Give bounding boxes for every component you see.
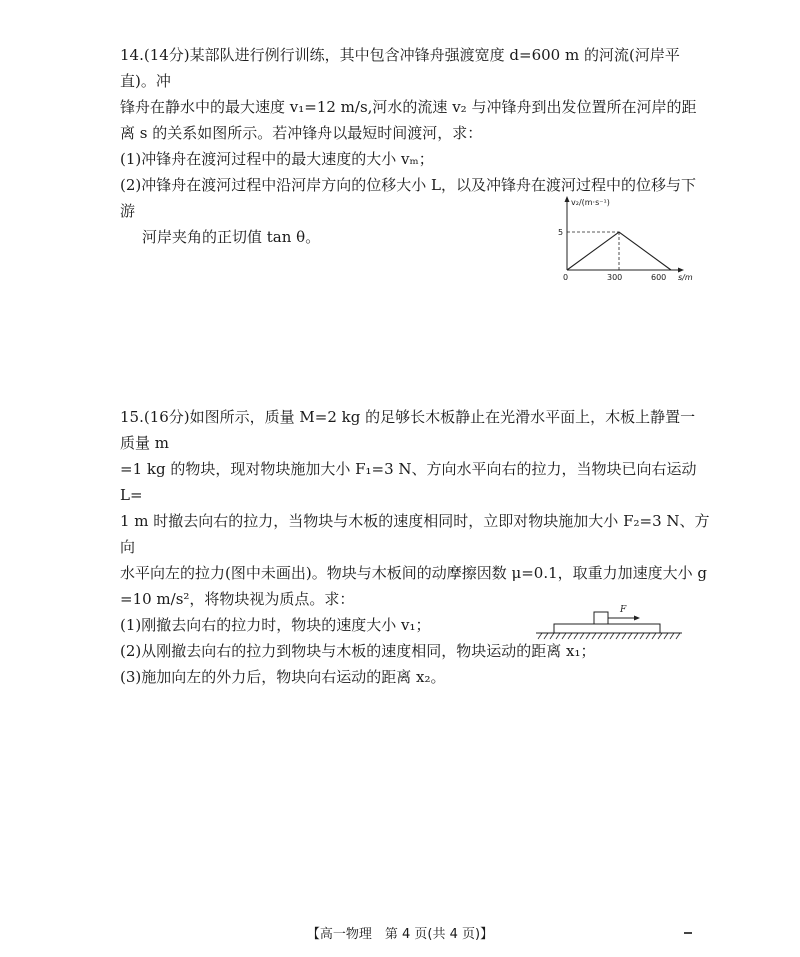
hatch-mark: [676, 633, 680, 639]
question-15-line: =1 kg 的物块，现对物块施加大小 F₁=3 N、方向水平向右的拉力，当物块已向右运动 L=: [120, 460, 697, 504]
force-arrow-head: [634, 616, 640, 621]
hatch-mark: [592, 633, 596, 639]
question-15-line: =10 m/s²，将物块视为质点。求：: [120, 590, 355, 608]
velocity-graph: [548, 196, 718, 286]
hatch-mark: [568, 633, 572, 639]
hatch-mark: [658, 633, 662, 639]
question-15-line: 15.(16分)如图所示，质量 M=2 kg 的足够长木板静止在光滑水平面上，木板上静置一质量 m: [120, 408, 696, 452]
x-tick-label: 600: [651, 273, 667, 282]
hatch-mark: [628, 633, 632, 639]
hatch-mark: [664, 633, 668, 639]
question-15-sub-1: (1)刚撤去向右的拉力时，物块的速度大小 v₁；: [120, 616, 431, 634]
question-14-line: 14.(14分)某部队进行例行训练，其中包含冲锋舟强渡宽度 d=600 m 的河流(河岸平直)。冲: [120, 46, 680, 90]
y-tick-label: 5: [558, 228, 564, 237]
x-axis-arrow: [678, 268, 684, 273]
question-14-line: 锋舟在静水中的最大速度 v₁=12 m/s,河水的流速 v₂ 与冲锋舟到出发位置所在河岸的距: [120, 98, 697, 116]
question-15-line: 1 m 时撤去向右的拉力，当物块与木板的速度相同时，立即对物块施加大小 F₂=3 N、方向: [120, 512, 710, 556]
board-block-svg: [536, 600, 686, 650]
hatch-mark: [670, 633, 674, 639]
y-axis-arrow: [565, 196, 570, 202]
page-footer: 【高一物理 第 4 页(共 4 页)】: [306, 927, 494, 942]
question-15-sub-3: (3)施加向左的外力后，物块向右运动的距离 x₂。: [120, 668, 446, 686]
origin-label: 0: [563, 273, 569, 282]
hatch-mark: [622, 633, 626, 639]
hatch-mark: [550, 633, 554, 639]
hatch-mark: [574, 633, 578, 639]
hatch-mark: [640, 633, 644, 639]
question-14-sub-2-cont: 河岸夹角的正切值 tan θ。: [142, 228, 321, 246]
velocity-graph-svg: [548, 196, 718, 286]
question-14-sub-1: (1)冲锋舟在渡河过程中的最大速度的大小 vₘ；: [120, 150, 434, 168]
question-14-sub-2: (2)冲锋舟在渡河过程中沿河岸方向的位移大小 L，以及冲锋舟在渡河过程中的位移与下游: [120, 176, 696, 220]
hatch-mark: [616, 633, 620, 639]
corner-mark: [684, 932, 692, 934]
hatch-mark: [646, 633, 650, 639]
question-14-line: 离 s 的关系如图所示。若冲锋舟以最短时间渡河，求：: [120, 124, 483, 142]
hatch-mark: [586, 633, 590, 639]
hatch-mark: [610, 633, 614, 639]
hatch-mark: [604, 633, 608, 639]
hatch-mark: [580, 633, 584, 639]
wooden-board: [554, 624, 660, 633]
hatch-mark: [544, 633, 548, 639]
block: [594, 612, 608, 624]
question-15-sub-2: (2)从刚撤去向右的拉力到物块与木板的速度相同，物块运动的距离 x₁；: [120, 642, 596, 660]
hatch-mark: [562, 633, 566, 639]
board-block-figure: [536, 600, 686, 650]
hatch-mark: [634, 633, 638, 639]
y-axis-label: v₂/(m·s⁻¹): [571, 198, 610, 207]
force-label: F: [620, 605, 627, 615]
hatch-mark: [652, 633, 656, 639]
x-tick-label: 300: [607, 273, 623, 282]
question-15-line: 水平向左的拉力(图中未画出)。物块与木板间的动摩擦因数 μ=0.1，取重力加速度大小 g: [120, 564, 708, 582]
x-axis-label: s/m: [678, 273, 693, 282]
hatch-mark: [556, 633, 560, 639]
ground-hatching: [538, 633, 680, 639]
hatch-mark: [538, 633, 542, 639]
hatch-mark: [598, 633, 602, 639]
